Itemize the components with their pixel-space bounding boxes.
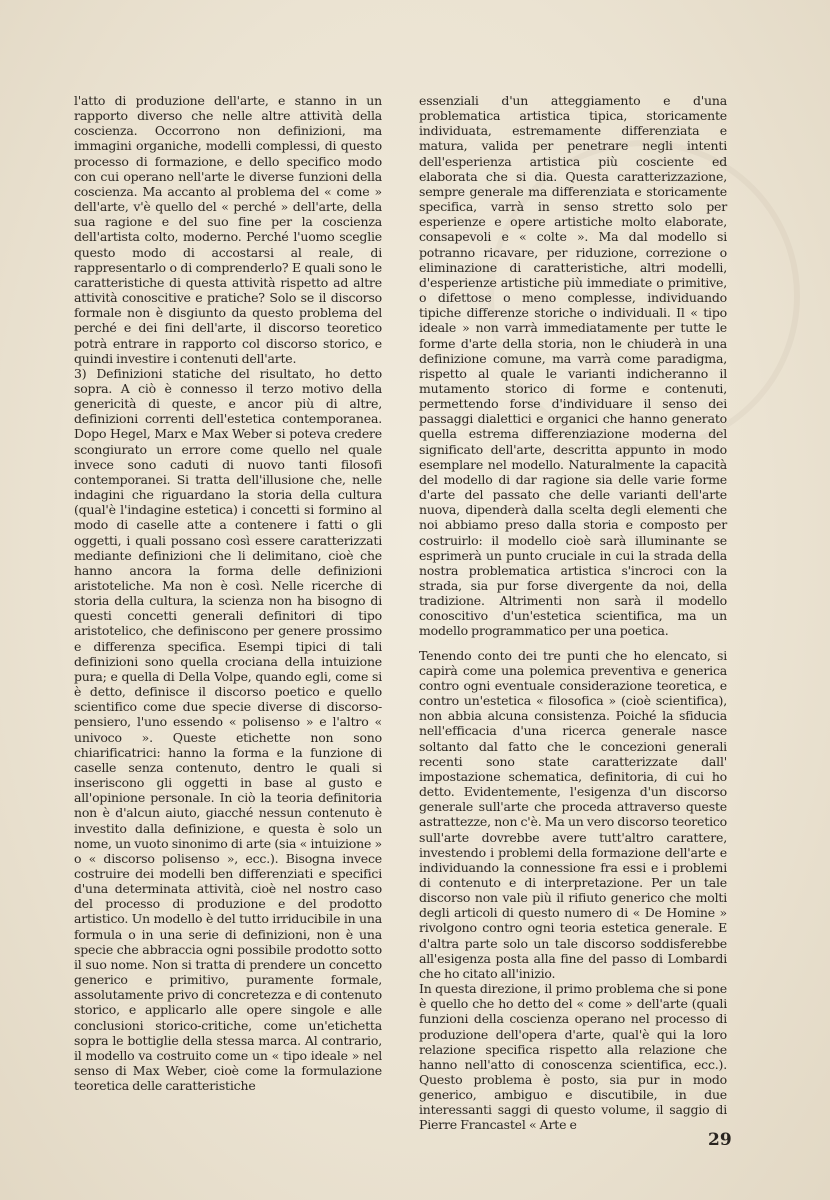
page-number: 29	[708, 1130, 732, 1150]
paragraph: Tenendo conto dei tre punti che ho elencato, si capirà come una polemica preventiva e generica contro ogni eventuale considerazione teoretica, e contro un'estetica « filosofica » (cioè scientifica), non abbia alcuna consistenza. Poiché la sfiducia nell'efficacia d'una ricerca generale nasce soltanto dal fatto che le concezioni generali recenti sono state caratterizzate dall' impostazione schematica, definitoria, di cui ho detto. Evidentemente, l'esigenza d'un discorso generale sull'arte che proceda attraverso queste astrattezze, non c'è. Ma un vero discorso teoretico sull'arte dovrebbe avere tutt'altro carattere, investendo i problemi della formazione dell'arte e individuando la connessione fra essi e i problemi di contenuto e di interpretazione. Per un tale discorso non vale più il rifiuto generico che molti degli articoli di questo numero di « De Homine » rivolgono contro ogni teoria estetica generale. E d'altra parte solo un tale discorso soddisferebbe all'esigenza posta alla fine del passo di Lombardi che ho citato all'inizio.	[419, 647, 727, 981]
right-text-column	[419, 93, 727, 1133]
paragraph: essenziali d'un atteggiamento e d'una problematica artistica tipica, storicamente individuata, estremamente differenziata e matura, valida per penetrare negli intenti dell'esperienza artistica più cosciente ed elaborata che si dia. Questa caratterizzazione, sempre generale ma differenziata e storicamente specifica, varrà in senso stretto solo per esperienze e opere artistiche molto elaborate, consapevoli e « colte ». Ma dal modello si potranno ricavare, per riduzione, correzione o eliminazione di caratteristiche, altri modelli, d'esperienze artistiche più immediate o primitive, o difettose o meno complesse, individuando tipiche differenze storiche o individuali. Il « tipo ideale » non varrà immediatamente per tutte le forme d'arte della storia, non le chiuderà in una definizione comune, ma varrà come paradigma, rispetto al quale le varianti indicheranno il mutamento storico di forme e contenuti, permettendo forse d'individuare il senso dei passaggi dialettici e organici che hanno generato quella estrema differenziazione moderna del significato dell'arte, descritta appunto in modo esemplare nel modello. Naturalmente la capacità del modello di dar ragione sia delle varie forme d'arte del passato che delle varianti dell'arte nuova, dipenderà dalla scelta degli elementi che noi abbiamo preso dalla storia e composto per costruirlo: il modello cioè sarà illuminante se esprimerà un punto cruciale in cui la strada della nostra problematica artistica s'incroci con la strada, sia pur forse divergente da noi, della tradizione. Altrimenti non sarà il modello conoscitivo d'un'estetica scientifica, ma un modello programmatico per una poetica.	[419, 93, 727, 639]
paragraph: In questa direzione, il primo problema che si pone è quello che ho detto del « come » dell'arte (quali funzioni della coscienza operano nel processo di produzione dell'opera d'arte, qual'è qui la loro relazione specifica rispetto alla relazione che hanno nell'atto di conoscenza scientifica, ecc.). Questo problema è posto, sia pur in modo generico, ambiguo e discutibile, in due interessanti saggi di questo volume, il saggio di Pierre Francastel « Arte e	[419, 981, 727, 1133]
paragraph: l'atto di produzione dell'arte, e stanno in un rapporto diverso che nelle altre attività della coscienza. Occorrono non definizioni, ma immagini organiche, modelli complessi, di questo processo di formazione, e dello specifico modo con cui operano nell'arte le diverse funzioni della coscienza. Ma accanto al problema del « come » dell'arte, v'è quello del « perché » dell'arte, della sua ragione e del suo fine per la coscienza dell'artista colto, moderno. Perché l'uomo sceglie questo modo di accostarsi al reale, di rappresentarlo o di comprenderlo? E quali sono le caratteristiche di questa attività rispetto ad altre attività conoscitive e pratiche? Solo se il discorso formale non è disgiunto da questo problema del perché e dei fini dell'arte, il discorso teoretico potrà entrare in rapporto col discorso storico, e quindi investire i contenuti dell'arte.	[74, 93, 382, 366]
left-text-column	[74, 93, 382, 1093]
paragraph: 3) Definizioni statiche del risultato, ho detto sopra. A ciò è connesso il terzo motivo della genericità di queste, e ancor più di altre, definizioni correnti dell'estetica contemporanea. Dopo Hegel, Marx e Max Weber si poteva credere scongiurato un errore come quello nel quale invece sono caduti di nuovo tanti filosofi contemporanei. Si tratta dell'illusione che, nelle indagini che riguardano la storia della cultura (qual'è l'indagine estetica) i concetti si formino al modo di caselle atte a contenere i fatti o gli oggetti, i quali possano così essere caratterizzati mediante definizioni che li delimitano, cioè che hanno ancora la forma delle definizioni aristoteliche. Ma non è così. Nelle ricerche di storia della cultura, la scienza non ha bisogno di questi concetti generali definitori di tipo aristotelico, che definiscono per genere prossimo e differenza specifica. Esempi tipici di tali definizioni sono quella crociana della intuizione pura; e quella di Della Volpe, quando egli, come si è detto, definisce il discorso poetico e quello scientifico come due specie diverse di discorso-pensiero, l'uno essendo « polisenso » e l'altro « univoco ». Queste etichette non sono chiarificatrici: hanno la forma e la funzione di caselle senza contenuto, dentro le quali si inseriscono gli oggetti in base al gusto e all'opinione personale. In ciò la teoria definitoria non è d'alcun aiuto, giacché nessun contenuto è investito dalla definizione, e questa è solo un nome, un vuoto sinonimo di arte (sia « intuizione » o « discorso polisenso », ecc.). Bisogna invece costruire dei modelli ben differenziati e specifici d'una determinata attività, cioè nel nostro caso del processo di produzione e del prodotto artistico. Un modello è del tutto irriducibile in una formula o in una serie di definizioni, non è una specie che abbraccia ogni possibile prodotto sotto il suo nome. Non si tratta di prendere un concetto generico e primitivo, puramente formale, assolutamente privo di concretezza e di contenuto storico, e applicarlo alle opere singole e alle conclusioni storico-critiche, come un'etichetta sopra le bottiglie della stessa marca. Al contrario, il modello va costruito come un « tipo ideale » nel senso di Max Weber, cioè come la formulazione teoretica delle caratteristiche	[74, 365, 382, 1094]
